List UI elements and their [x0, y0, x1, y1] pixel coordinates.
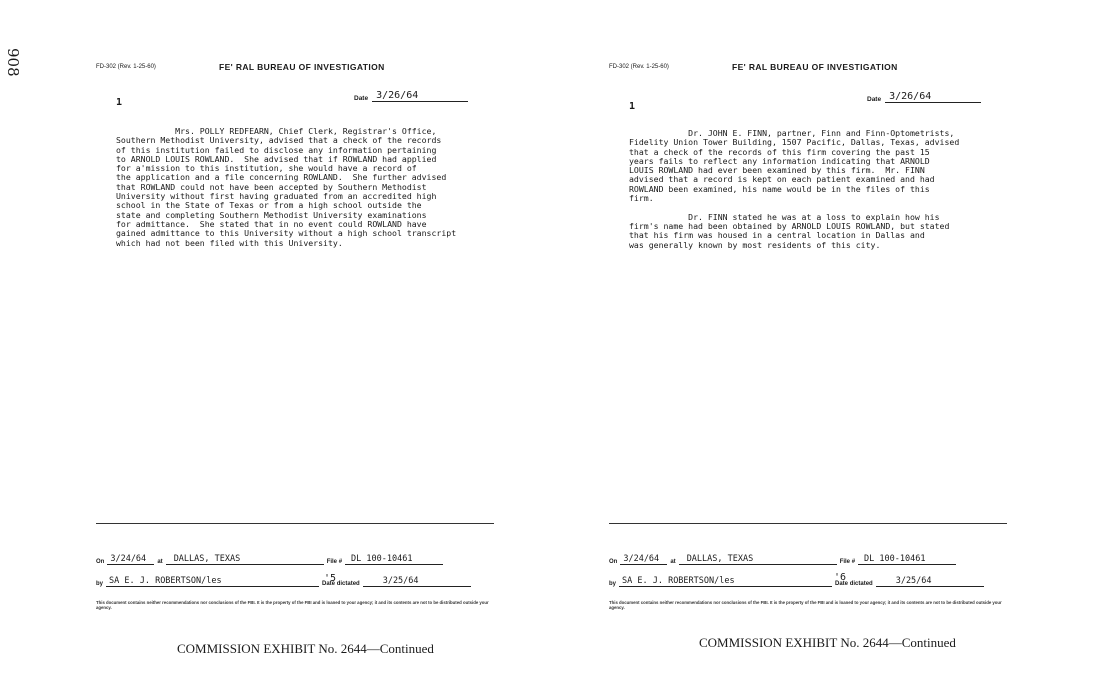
at-place: DALLAS, TEXAS: [166, 554, 324, 565]
copy-number: 1: [116, 97, 123, 108]
interview-body: Mrs. POLLY REDFEARN, Chief Clerk, Registrar's Office, Southern Methodist University, advised that a check of the records of this institution failed to disclose any information pertaining to ARNOLD LOUIS ROWLAND. She advised that if ROWLAND had applied for a'mission to this institution, she would have a record of the application and a file concerning ROWLAND. She further advised that ROWLAND could not have been accepted by Southern Methodist University without first having graduated from an accredited high school in the State of Texas or from a high school outside the state and completing Southern Methodist University examinations for admittance. She stated that in no event could ROWLAND have gained admittance to this University without a high school transcript which had not been filed with this University.: [116, 126, 457, 248]
agent-name: SA E. J. ROBERTSON/les: [619, 576, 832, 587]
on-label: On: [609, 559, 618, 565]
agent-name: SA E. J. ROBERTSON/les: [106, 576, 319, 587]
date-value: 3/26/64: [885, 91, 981, 103]
date-label: Date: [354, 95, 369, 102]
dictated-date: 3/25/64: [363, 576, 471, 587]
date-value: 3/26/64: [372, 90, 468, 102]
form-number: FD-302 (Rev. 1-25-60): [609, 64, 669, 70]
by-label: by: [609, 581, 617, 587]
form-number: FD-302 (Rev. 1-25-60): [96, 64, 156, 70]
fd302-form-left: [96, 0, 516, 691]
page-mark: '6: [834, 572, 847, 583]
dictated-label: Date dictated: [322, 581, 360, 587]
file-label: File #: [326, 559, 343, 565]
divider: [96, 523, 494, 524]
bureau-heading: FE' RAL BUREAU OF INVESTIGATION: [219, 62, 385, 72]
date-label: Date: [867, 96, 882, 103]
exhibit-caption: COMMISSION EXHIBIT No. 2644—Continued: [699, 635, 956, 650]
divider: [609, 523, 1007, 524]
interview-line: [609, 554, 956, 565]
file-label: File #: [839, 559, 856, 565]
interview-body: Dr. JOHN E. FINN, partner, Finn and Finn-Optometrists, Fidelity Union Tower Building, 1507 Pacific, Dallas, Texas, advised that a check of the records of this firm covering the past 15 years fails to reflect any information indicating that ARNOLD LOUIS ROWLAND had ever been examined by this firm. Mr. FINN advised that a record is kept on each patient examined and had ROWLAND been examined, his name would be in the files of this firm. Dr. FINN stated he was at a loss to explain how his firm's name had been obtained by ARNOLD LOUIS ROWLAND, but stated that his firm was housed in a central location in Dallas and was generally known by most residents of this city.: [629, 128, 960, 250]
interview-line: [96, 554, 443, 565]
date-row: [867, 91, 981, 103]
agent-line: [96, 573, 471, 587]
page-mark: '5: [324, 573, 337, 584]
dictated-date: 3/25/64: [876, 576, 984, 587]
at-label: at: [157, 559, 163, 565]
disclaimer: This document contains neither recommendations nor conclusions of the FBI. It is the property of the FBI and is loaned to your agency; it and its contents are not to be distributed outside your agency.: [96, 600, 489, 611]
page-number: 908: [4, 48, 22, 77]
on-date: 3/24/64: [107, 554, 154, 565]
by-label: by: [96, 581, 104, 587]
on-label: On: [96, 559, 105, 565]
exhibit-caption: COMMISSION EXHIBIT No. 2644—Continued: [177, 641, 434, 656]
agent-line: [609, 572, 984, 587]
disclaimer: This document contains neither recommendations nor conclusions of the FBI. It is the property of the FBI and is loaned to your agency; it and its contents are not to be distributed outside your agency.: [609, 600, 1002, 611]
bureau-heading: FE' RAL BUREAU OF INVESTIGATION: [732, 62, 898, 72]
at-place: DALLAS, TEXAS: [679, 554, 837, 565]
fd302-form-right: [609, 0, 1029, 691]
on-date: 3/24/64: [620, 554, 667, 565]
date-row: [354, 90, 468, 102]
file-number: DL 100-10461: [345, 554, 443, 565]
file-number: DL 100-10461: [858, 554, 956, 565]
dictated-label: Date dictated: [835, 581, 873, 587]
copy-number: 1: [629, 101, 636, 112]
at-label: at: [670, 559, 676, 565]
